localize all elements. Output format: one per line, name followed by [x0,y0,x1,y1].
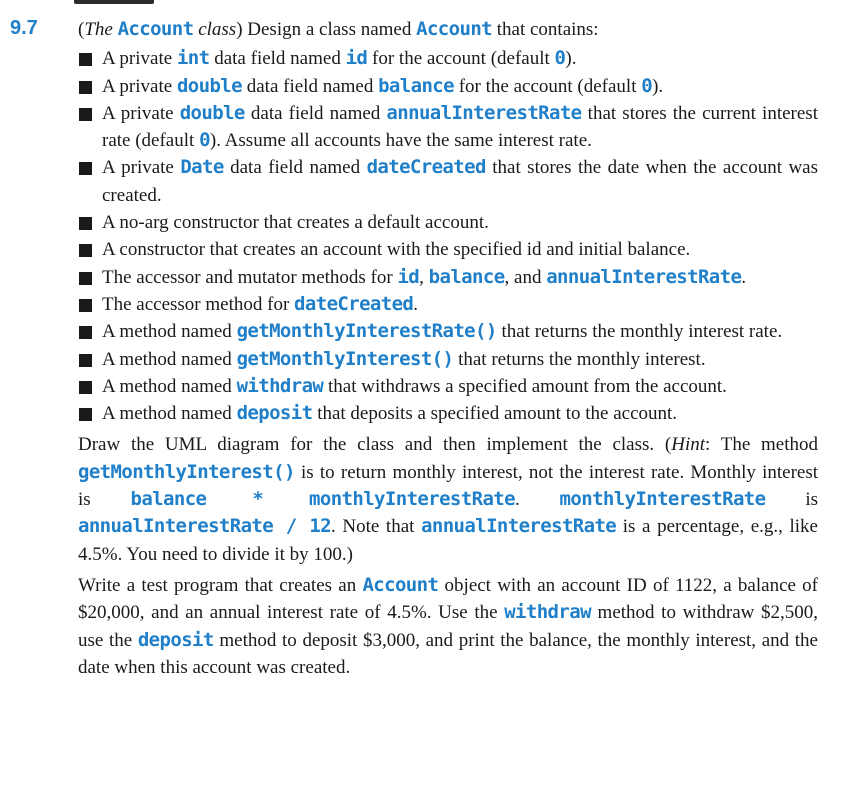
intro-class-name-2: Account [416,18,492,40]
list-item [78,346,818,373]
intro-close: ) Design a class named [236,19,417,40]
square-bullet-icon [79,108,92,121]
code-term: dateCreated [294,292,414,315]
text: that deposits a specified amount to the account. [312,403,678,425]
square-bullet-icon [79,244,92,257]
list-item [78,209,818,236]
text: ). Assume all accounts have the same interest rate. [209,130,592,152]
text: A private [102,157,181,179]
text: The accessor and mutator methods for [102,266,398,288]
text: A constructor that creates an account with the specified id and initial balance. [102,239,691,261]
text: is to return monthly interest, not the interest rate. Monthly interest is [78,461,818,511]
code-term: annualInterestRate [421,515,617,538]
text: data field named [209,48,346,70]
text: that returns the monthly interest. [453,348,706,370]
exercise-number: 9.7 [10,17,38,39]
code-term: balance [428,265,505,288]
square-bullet-icon [79,299,92,312]
code-term: withdraw [504,601,591,624]
code-term: annualInterestRate [386,101,582,124]
code-term: monthlyInterestRate [559,488,766,511]
text: Write a test program that creates an [78,574,363,596]
text: A no-arg constructor that creates a default account. [102,212,489,234]
text: Draw the UML diagram for the class and then implement the class. ( [78,434,672,456]
code-term: getMonthlyInterestRate() [236,320,497,343]
text: is [765,489,818,511]
text: method to deposit $3,000, and print the balance, the monthly interest, and the date when this account was created. [78,629,818,678]
square-bullet-icon [79,162,92,175]
text: A method named [102,375,237,397]
square-bullet-icon [79,81,92,94]
text: A method named [102,403,237,425]
square-bullet-icon [79,326,92,339]
intro-the: The [84,19,118,40]
code-term: dateCreated [366,156,486,179]
text: data field named [244,102,387,124]
text: A private [102,75,177,97]
code-term: balance [378,74,454,97]
code-term: deposit [137,628,214,651]
code-term: Account [362,573,439,596]
text: data field named [223,157,367,179]
code-term: Date [180,156,224,179]
text: data field named [241,75,379,97]
text: : The method [705,434,819,456]
code-term: id [345,47,368,70]
requirements-list [78,45,818,427]
code-term: getMonthlyInterest() [236,347,454,370]
text: that stores the current interest rate (default [102,102,818,152]
text: for the account (default [367,48,555,70]
test-program-paragraph [78,572,818,681]
code-term: balance * monthlyInterestRate [130,488,515,511]
text: A private [102,102,180,124]
intro-class-name: Account [117,18,194,40]
list-item [78,100,818,155]
code-term: double [179,101,245,124]
intro-open: ( [78,19,85,40]
list-item [78,264,818,291]
list-item [78,154,818,209]
list-item [78,236,818,263]
text: is a percentage, e.g., like 4.5%. You need to divide it by 100.) [78,516,818,565]
hint-label: Hint [671,434,706,456]
code-term: deposit [236,402,313,425]
text: A method named [102,321,237,343]
text: object with an account ID of 1122, a balance of $20,000, and an annual interest rate of 4.5%. Use the [78,574,818,624]
code-term: int [176,47,210,70]
text: that stores the date when the account was created. [102,157,819,206]
text: , [419,266,429,288]
square-bullet-icon [79,53,92,66]
code-term: double [176,74,242,97]
square-bullet-icon [79,381,92,394]
square-bullet-icon [79,217,92,230]
text: . [514,489,560,511]
code-term: 0 [199,129,210,152]
code-term: annualInterestRate / 12 [78,515,332,538]
text: A private [102,48,177,70]
text: . [413,293,419,315]
uml-instructions-paragraph [78,431,818,567]
list-item [78,318,818,345]
exercise-intro [78,16,818,43]
text: . Note that [331,516,422,538]
text: , and [504,266,547,288]
text: that returns the monthly interest rate. [496,321,783,343]
text: ). [565,48,577,70]
list-item [78,400,818,427]
square-bullet-icon [79,354,92,367]
code-term: annualInterestRate [546,265,742,288]
list-item [78,291,818,318]
code-term: withdraw [236,374,324,397]
square-bullet-icon [79,408,92,421]
list-item [78,373,818,400]
previous-section-heading-fragment [74,0,154,4]
code-term: 0 [554,47,566,70]
text: The accessor method for [102,293,295,315]
text: A method named [102,348,237,370]
text: . [741,266,747,288]
list-item [78,45,818,72]
text: that withdraws a specified amount from the account. [323,375,727,397]
list-item [78,73,818,100]
code-term: 0 [641,74,653,97]
intro-end: that contains: [492,19,599,40]
code-term: getMonthlyInterest() [78,460,295,483]
square-bullet-icon [79,272,92,285]
intro-class-word: class [193,19,237,40]
exercise-body [78,16,818,681]
text: ). [652,75,664,97]
code-term: id [397,265,420,288]
text: for the account (default [453,75,642,97]
text: method to withdraw $2,500, use the [78,602,819,651]
